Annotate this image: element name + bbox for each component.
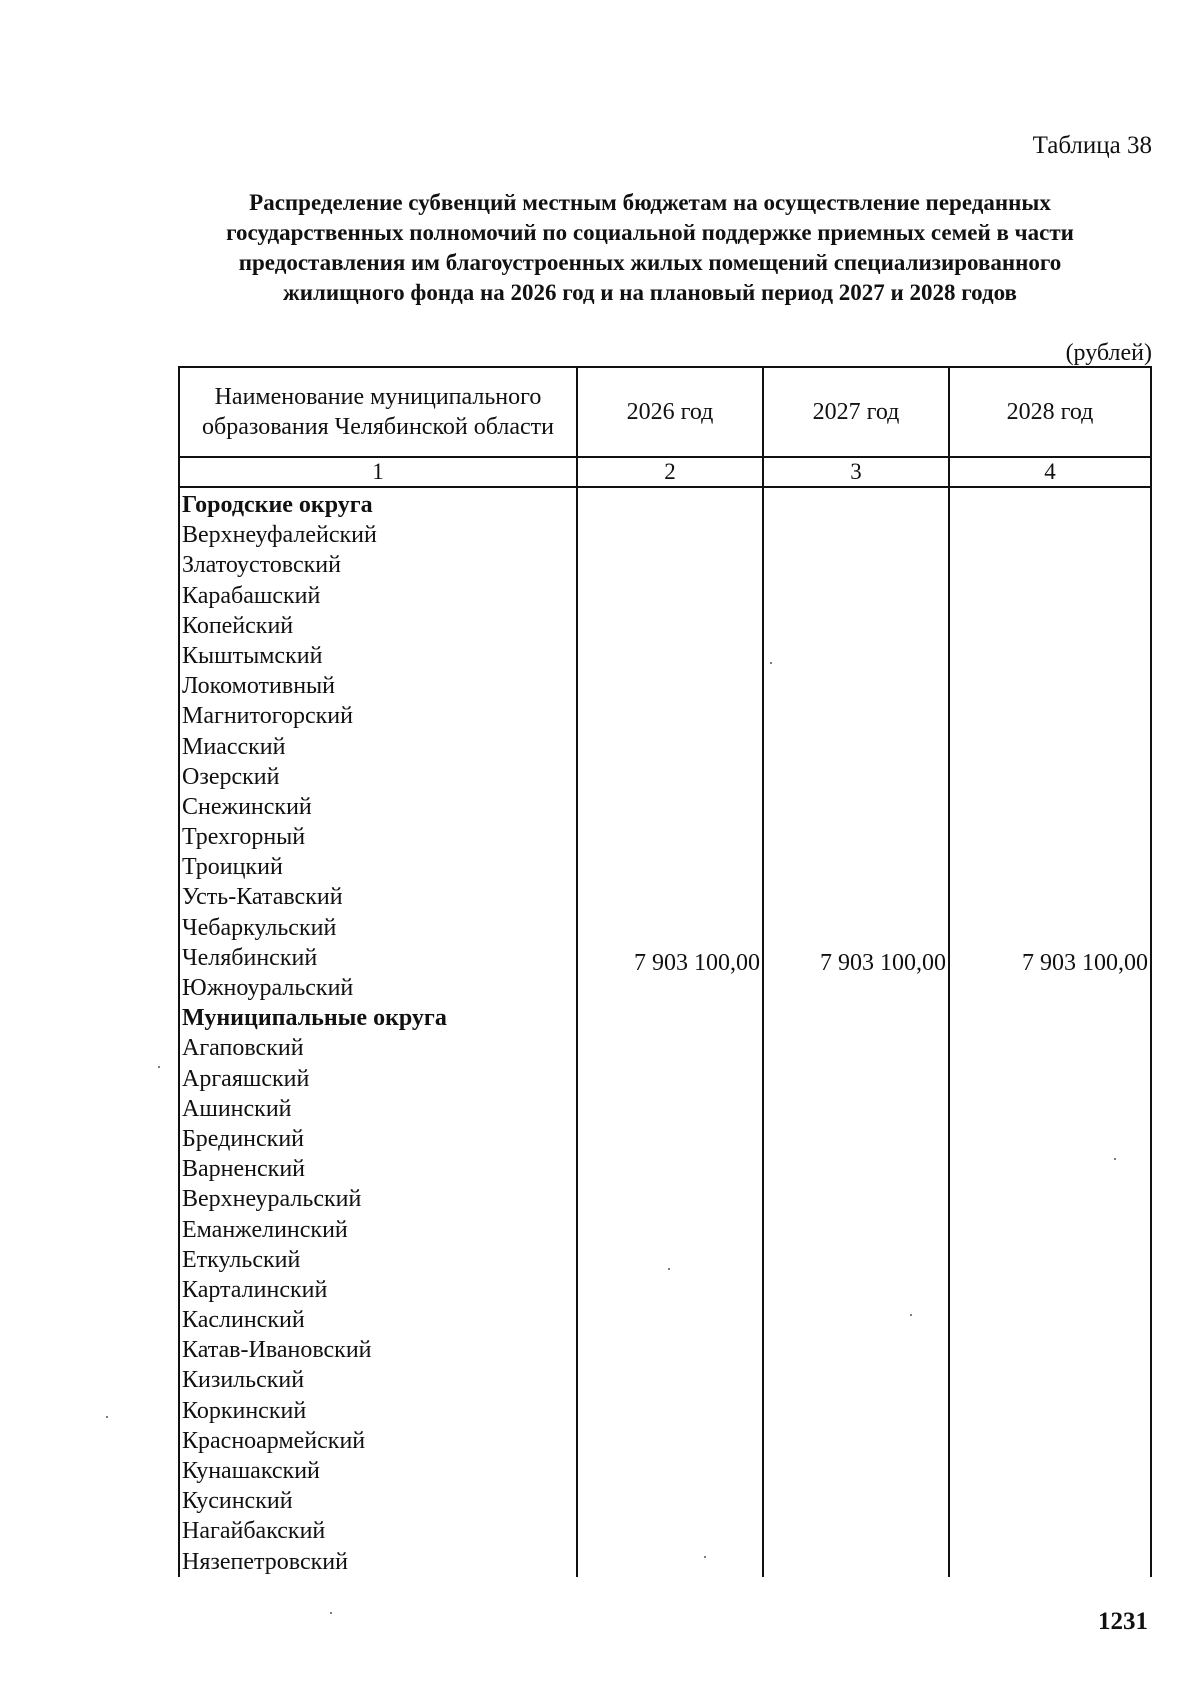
- municipality-name: Еткульский: [182, 1246, 301, 1273]
- value-cell-2026: [577, 487, 763, 1577]
- municipality-name: Южноуральский: [182, 975, 354, 1001]
- municipality-name: Кизильский: [182, 1367, 305, 1394]
- municipality-name: Катав-Ивановский: [182, 1337, 372, 1364]
- column-number-1: 1: [179, 457, 577, 487]
- municipality-name: Кусинский: [182, 1488, 293, 1515]
- group-heading: Городские округа: [182, 492, 373, 518]
- municipality-name: Варненский: [182, 1156, 305, 1183]
- municipality-name: Коркинский: [182, 1397, 307, 1424]
- scan-speck: [1114, 1158, 1116, 1160]
- municipality-name: Нагайбакский: [182, 1518, 326, 1545]
- municipality-name: Усть-Катавский: [182, 884, 343, 911]
- municipality-name: Златоустовский: [182, 552, 341, 579]
- municipality-name: Копейский: [182, 612, 294, 639]
- municipality-name: Кыштымский: [182, 642, 323, 669]
- municipality-name: Красноармейский: [182, 1427, 366, 1454]
- municipality-name: Верхнеуральский: [182, 1186, 362, 1213]
- value-cell-2028: [949, 487, 1151, 1577]
- scan-speck: [668, 1268, 670, 1270]
- header-row: [179, 367, 1151, 457]
- header-2028: 2028 год: [949, 367, 1151, 457]
- scan-speck: [330, 1612, 332, 1614]
- scan-speck: [106, 1416, 108, 1418]
- group-heading: Муниципальные округа: [182, 1005, 447, 1032]
- municipality-name: Озерский: [182, 763, 280, 790]
- header-2026: 2026 год: [577, 367, 763, 457]
- municipality-name: Агаповский: [182, 1035, 304, 1062]
- municipality-name: Челябинский: [182, 944, 318, 971]
- scan-speck: [704, 1556, 706, 1558]
- data-row: [179, 487, 1151, 1577]
- municipality-name: Ашинский: [182, 1095, 292, 1122]
- value-2026: 7 903 100,00: [634, 950, 760, 976]
- municipality-name: Снежинский: [182, 793, 312, 820]
- header-name: Наименование муниципального образования Челябинской области: [179, 367, 577, 457]
- column-number-3: 3: [763, 457, 949, 487]
- municipality-name: Локомотивный: [182, 673, 336, 700]
- header-2027: 2027 год: [763, 367, 949, 457]
- municipality-name: Кунашакский: [182, 1458, 320, 1484]
- municipality-name: Аргаяшский: [182, 1065, 310, 1092]
- scan-speck: [910, 1314, 912, 1316]
- value-2027: 7 903 100,00: [820, 950, 946, 976]
- table-number: Таблица 38: [1032, 132, 1152, 159]
- value-cell-2027: [763, 487, 949, 1577]
- column-number-2: 2: [577, 457, 763, 487]
- column-number-row: [179, 457, 1151, 487]
- municipality-name: Троицкий: [182, 854, 283, 881]
- scan-speck: [770, 662, 772, 664]
- municipality-name: Карабашский: [182, 582, 321, 609]
- municipality-name: Верхнеуфалейский: [182, 522, 377, 549]
- municipality-name: Брединский: [182, 1125, 305, 1152]
- municipality-list: [179, 487, 577, 1577]
- municipality-name: Карталинский: [182, 1276, 328, 1303]
- municipality-name: Нязепетровский: [182, 1548, 348, 1575]
- page-number: 1231: [1098, 1608, 1148, 1635]
- subvention-table: [178, 366, 1152, 1577]
- column-number-4: 4: [949, 457, 1151, 487]
- municipality-name: Трехгорный: [182, 824, 306, 851]
- municipality-name: Магнитогорский: [182, 703, 353, 730]
- municipality-name: Еманжелинский: [182, 1216, 348, 1243]
- municipality-name: Чебаркульский: [182, 914, 337, 941]
- municipality-name: Каслинский: [182, 1307, 305, 1334]
- municipality-name: Миасский: [182, 733, 286, 760]
- scan-speck: [158, 1066, 160, 1068]
- units-label: (рублей): [1065, 340, 1152, 366]
- value-2028: 7 903 100,00: [1022, 950, 1148, 976]
- document-title: Распределение субвенций местным бюджетам на осуществление переданных государственных полномочий по социальной поддержке приемных семей в части предоставления им благоустроенных жилых помещений специализированного жилищного фонда на 2026 год и на плановый период 2027 и 2028 годов: [226, 190, 1074, 305]
